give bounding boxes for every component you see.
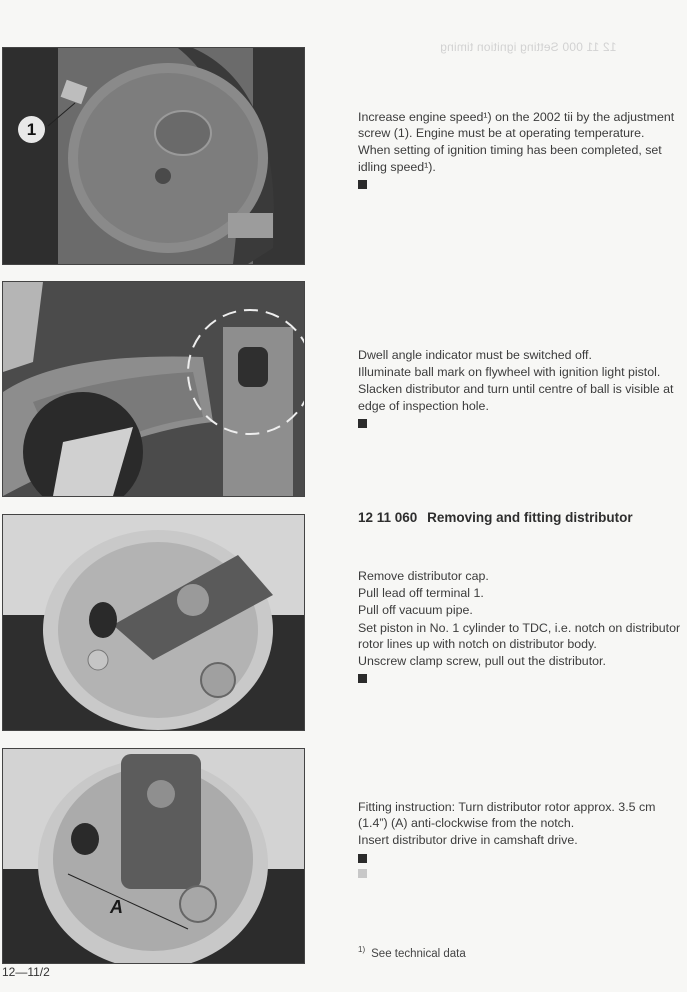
paragraph: Slacken distributor and turn until centre of ball is visible at edge of inspection hole. [358,382,674,413]
end-mark-icon [358,419,367,428]
section-title: Removing and fitting distributor [427,510,633,525]
photo-distributor-cap [3,48,304,264]
bleed-through-heading: 12 11 000 Setting ignition timing [440,40,617,54]
end-mark-icon [358,180,367,189]
photo-distributor-rotor [3,515,304,730]
callout-A: A [110,897,123,917]
paragraph: When setting of ignition timing has been completed, set idling speed¹). [358,143,662,174]
figure-rotor-measurement [2,748,305,964]
paragraph: Fitting instruction: Turn distributor rotor approx. 3.5 cm (1.4”) (A) anti-clockwise from the notch. [358,800,656,831]
paragraph: Set piston in No. 1 cylinder to TDC, i.e. notch on distributor rotor lines up with notch on distributor body. [358,620,681,651]
figure-adjustment-screw [2,47,305,265]
section-fitting-instruction [358,799,686,878]
paragraph: Pull off vacuum pipe. [358,603,473,618]
paragraph: Unscrew clamp screw, pull out the distributor. [358,654,606,669]
footnote-text: See technical data [371,947,466,960]
section-ball-mark [358,347,686,428]
paragraph: Insert distributor drive in camshaft drive. [358,833,578,848]
paragraph: Pull lead off terminal 1. [358,586,484,601]
footnote [358,945,466,960]
faint-end-mark-icon [358,869,367,878]
figure-inspection-hole [2,281,305,497]
photo-flywheel-inspection [3,282,304,496]
paragraph: Illuminate ball mark on flywheel with ignition light pistol. [358,365,661,380]
section-number: 12 11 060 [358,510,418,525]
page-number: 12—11/2 [2,965,50,979]
paragraph: Remove distributor cap. [358,569,489,583]
section-removing-distributor [358,568,686,683]
footnote-marker: 1) [358,945,366,954]
callout-1: 1 [18,116,45,143]
end-mark-icon [358,854,367,863]
figure-distributor-open [2,514,305,731]
photo-rotor-offset [3,749,304,963]
end-mark-icon [358,674,367,683]
section-engine-speed [358,109,686,189]
section-heading [358,510,633,525]
paragraph: Increase engine speed¹) on the 2002 tii by the adjustment screw (1). Engine must be at operating temperature. [358,110,675,141]
paragraph: Dwell angle indicator must be switched off. [358,348,592,362]
